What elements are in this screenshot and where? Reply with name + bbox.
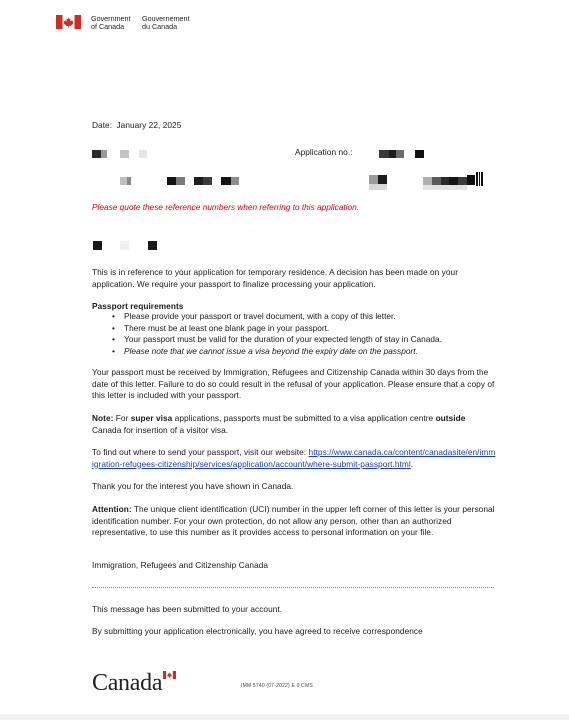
note-label: Note:	[92, 413, 114, 423]
list-item: • Please provide your passport or travel document, with a copy of this letter.	[110, 311, 500, 323]
gov-fr-line2: du Canada	[142, 21, 178, 31]
list-item: • Your passport must be valid for the duration of your expected length of stay in Canada.	[110, 334, 500, 346]
divider	[92, 587, 494, 588]
canada-flag-icon	[56, 15, 81, 29]
note-text-1: For	[113, 413, 131, 423]
note-bold-super-visa: super visa	[130, 413, 173, 423]
where-submit-passport-link[interactable]: https://www.canada.ca/content/canadasite/en/immigration-refugees-citizenship/services/application/account/where-submit-passport.html	[92, 447, 496, 469]
intro-paragraph: This is in reference to your application for temporary residence. A decision has been made on your application. We require your passport to finalize processing your application.	[92, 267, 459, 289]
agreement-message: By submitting your application electronically, you have agreed to receive correspondence	[92, 626, 423, 636]
attention-label: Attention:	[92, 504, 132, 514]
note-bold-outside: outside	[435, 413, 466, 423]
gov-en-line2: of Canada	[91, 21, 125, 31]
super-visa-note	[92, 413, 492, 436]
note-text-2: applications, passports must be submitted to a visa application centre	[172, 413, 436, 423]
thank-you-line: Thank you for the interest you have shown in Canada.	[92, 481, 294, 491]
receipt-paragraph: Your passport must be received by Immigration, Refugees and Citizenship Canada within 30 days from the date of this letter. Failure to do so could result in the refusal of your application. Please ensure that a copy of this letter is included with your passport.	[92, 367, 495, 401]
government-of-canada-en	[91, 15, 131, 30]
where-to-send-text: To find out where to send your passport, visit our website:	[92, 447, 309, 457]
gov-fr-line1: Gouvernement	[142, 14, 190, 23]
letter-date	[92, 120, 183, 132]
submitted-message: This message has been submitted to your account.	[92, 604, 283, 614]
attention-text: The unique client identification (UCI) number in the upper left corner of this letter is your personal identification number. For your own protection, do not allow any person, other than an authorized representative, to use this number as it provides access to personal information on your file.	[92, 504, 495, 538]
note-text-3: Canada for insertion of a visitor visa.	[92, 424, 229, 435]
where-to-send-paragraph	[92, 447, 497, 470]
form-number: IMM 5740 (07-2022) E 0 CMS	[241, 683, 313, 689]
list-item: • Please note that we cannot issue a visa beyond the expiry date on the passport.	[110, 346, 500, 358]
date-value: January 22, 2025	[116, 120, 182, 130]
application-number-label: Application no.:	[295, 147, 353, 157]
canada-wordmark: Canada	[92, 670, 163, 696]
gouvernement-du-canada-fr	[142, 15, 190, 30]
gov-en-line1: Government	[91, 14, 131, 23]
quote-reference-notice: Please quote these reference numbers when referring to this application.	[92, 202, 360, 212]
signature: Immigration, Refugees and Citizenship Canada	[92, 560, 269, 570]
page-bottom-edge	[0, 714, 569, 720]
date-label: Date:	[92, 120, 113, 130]
passport-requirements-list	[110, 311, 500, 357]
attention-paragraph	[92, 504, 497, 539]
list-item: • There must be at least one blank page in your passport.	[110, 323, 500, 335]
where-to-send-suffix: .	[410, 458, 414, 469]
wordmark-flag-icon	[163, 671, 176, 679]
passport-requirements-heading: Passport requirements	[92, 301, 184, 311]
